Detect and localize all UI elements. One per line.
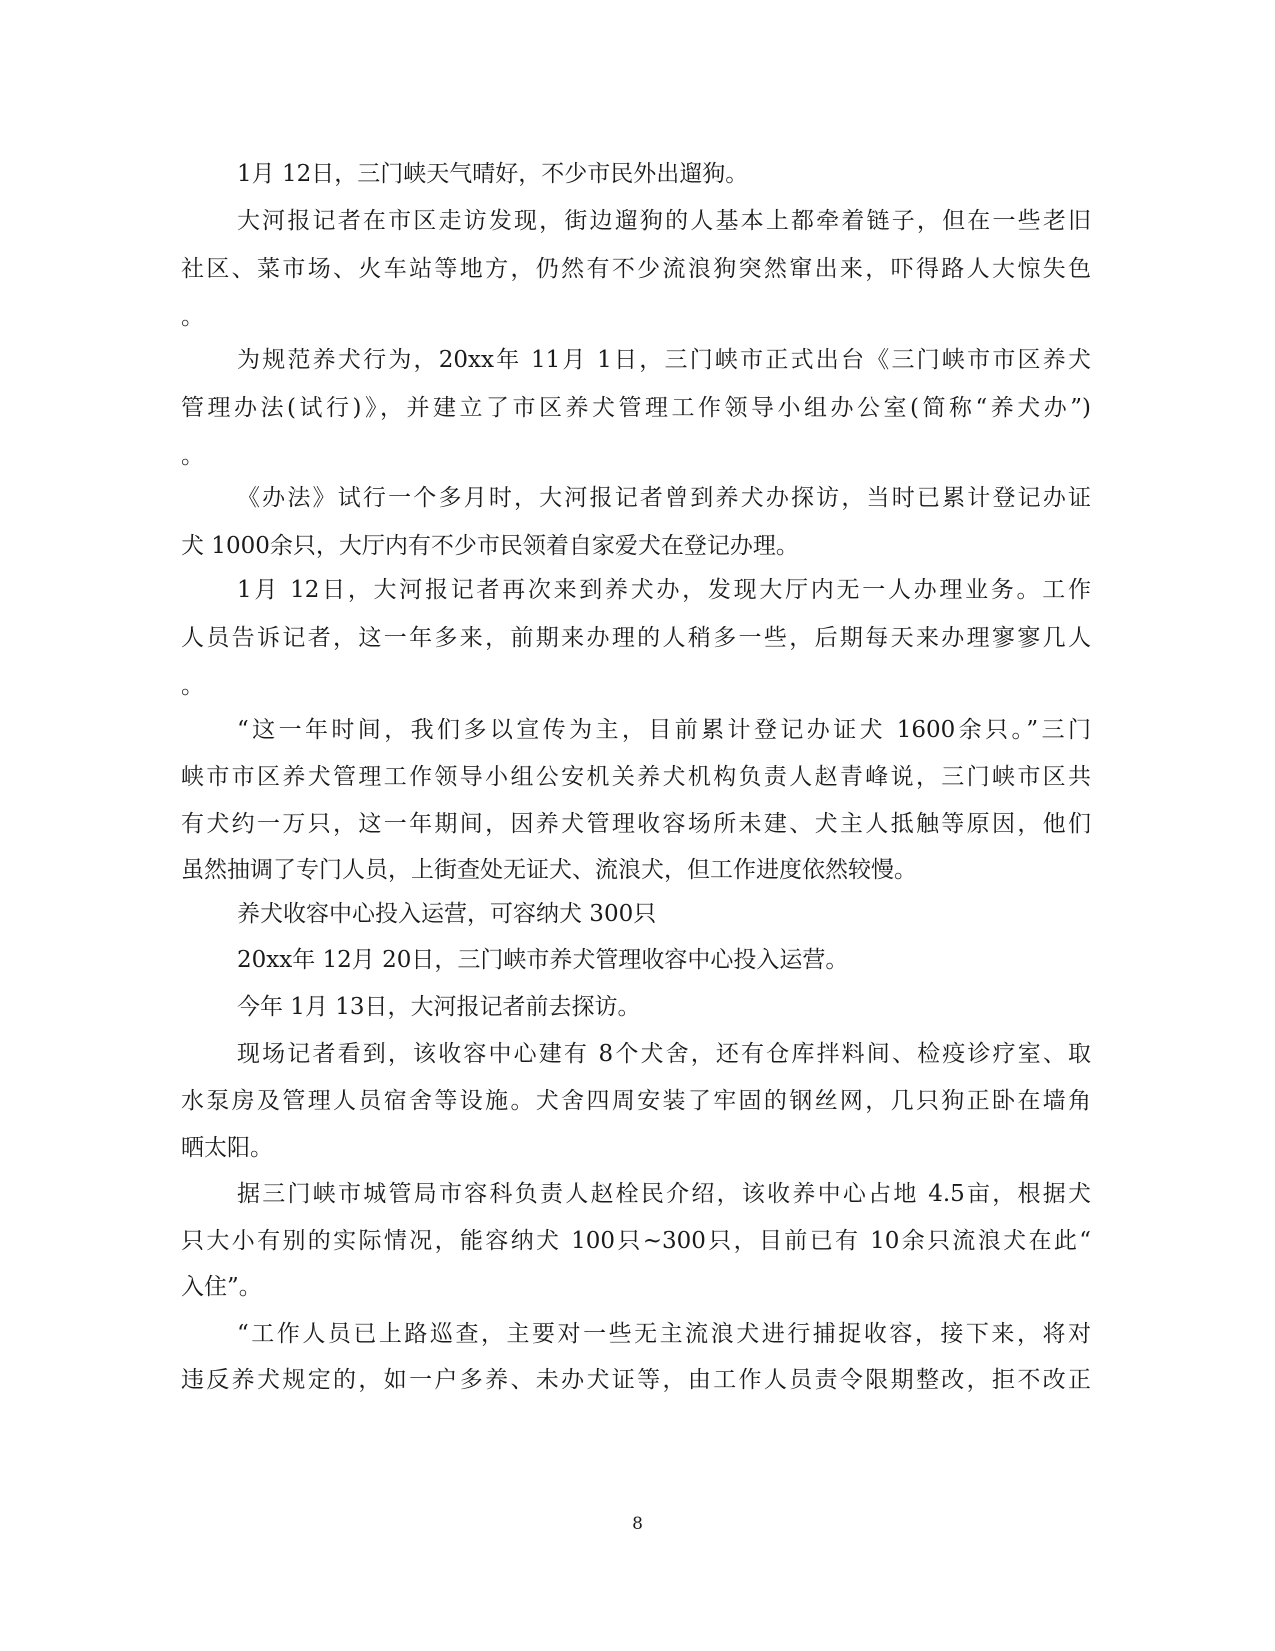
text-line: 1月 12日，大河报记者再次来到养犬办，发现大厅内无一人办理业务。工作 — [237, 577, 1091, 603]
text-line: 峡市市区养犬管理工作领导小组公安机关养犬机构负责人赵青峰说，三门峡市区共 — [181, 764, 1091, 790]
text-line: 水泵房及管理人员宿舍等设施。犬舍四周安装了牢固的钢丝网，几只狗正卧在墙角 — [181, 1088, 1091, 1114]
page-number: 8 — [632, 1514, 643, 1534]
text-line: 只大小有别的实际情况，能容纳犬 100只~300只，目前已有 10余只流浪犬在此“ — [181, 1228, 1091, 1254]
text-line: 有犬约一万只，这一年期间，因养犬管理收容场所未建、犬主人抵触等原因，他们 — [181, 811, 1091, 837]
text-line: 养犬收容中心投入运营，可容纳犬 300只 — [237, 901, 657, 927]
text-line: 入住”。 — [181, 1274, 262, 1300]
text-line: 晒太阳。 — [181, 1135, 273, 1161]
text-line: “工作人员已上路巡查，主要对一些无主流浪犬进行捕捉收容，接下来，将对 — [237, 1321, 1091, 1347]
text-line: 违反养犬规定的，如一户多养、未办犬证等，由工作人员责令限期整改，拒不改正 — [181, 1367, 1091, 1393]
text-line: 社区、菜市场、火车站等地方，仍然有不少流浪狗突然窜出来，吓得路人大惊失色 — [181, 256, 1091, 282]
text-line: 1月 12日，三门峡天气晴好，不少市民外出遛狗。 — [237, 161, 749, 187]
text-line: 犬 1000余只，大厅内有不少市民领着自家爱犬在登记办理。 — [181, 533, 799, 559]
text-line: 。 — [181, 443, 204, 469]
text-line: 据三门峡市城管局市容科负责人赵栓民介绍，该收养中心占地 4.5亩，根据犬 — [237, 1181, 1091, 1207]
text-line: 管理办法(试行)》，并建立了市区养犬管理工作领导小组办公室(简称“养犬办”) — [181, 395, 1091, 421]
text-line: “这一年时间，我们多以宣传为主，目前累计登记办证犬 1600余只。”三门 — [237, 717, 1091, 743]
text-line: 现场记者看到，该收容中心建有 8个犬舍，还有仓库拌料间、检疫诊疗室、取 — [237, 1041, 1091, 1067]
text-line: 人员告诉记者，这一年多来，前期来办理的人稍多一些，后期每天来办理寥寥几人 — [181, 625, 1091, 651]
text-line: 。 — [181, 673, 204, 699]
text-line: 今年 1月 13日，大河报记者前去探访。 — [237, 994, 641, 1020]
text-line: 《办法》试行一个多月时，大河报记者曾到养犬办探访，当时已累计登记办证 — [237, 485, 1091, 511]
text-line: 。 — [181, 304, 204, 330]
text-line: 为规范养犬行为，20xx年 11月 1日，三门峡市正式出台《三门峡市市区养犬 — [237, 347, 1091, 373]
text-line: 大河报记者在市区走访发现，街边遛狗的人基本上都牵着链子，但在一些老旧 — [237, 208, 1091, 234]
text-line: 虽然抽调了专门人员，上街查处无证犬、流浪犬，但工作进度依然较慢。 — [181, 857, 917, 883]
text-line: 20xx年 12月 20日，三门峡市养犬管理收容中心投入运营。 — [237, 947, 849, 973]
